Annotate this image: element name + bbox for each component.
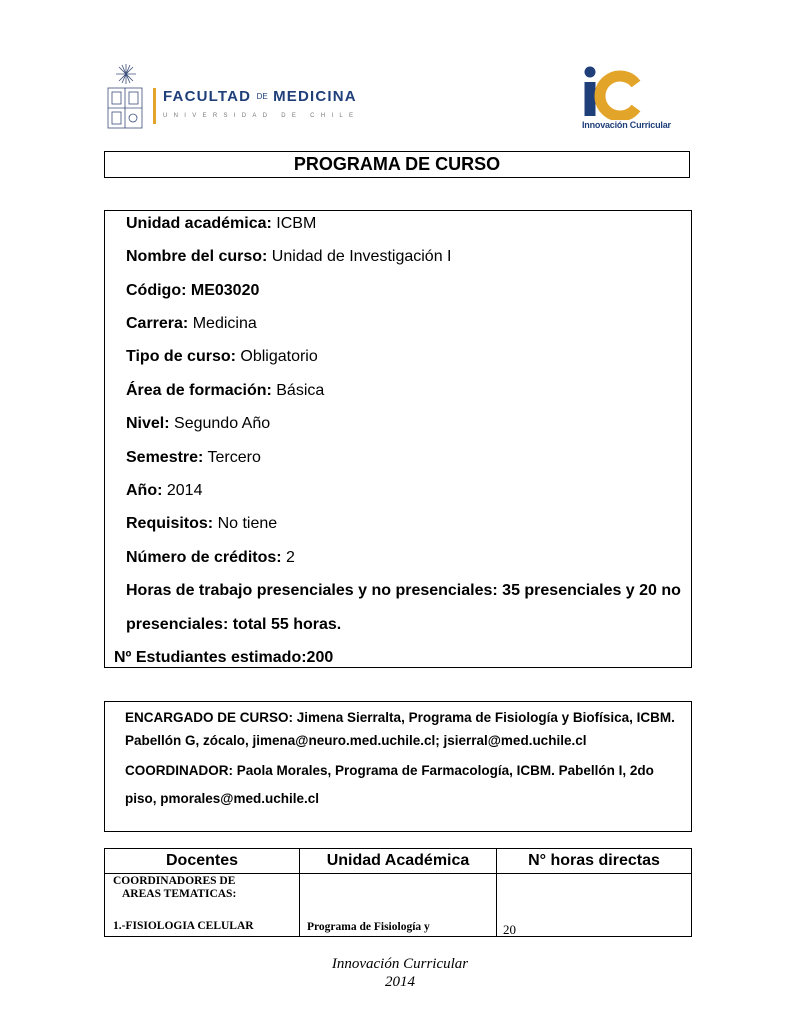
ic-logo-icon: [572, 60, 667, 120]
table-header-docentes: Docentes: [165, 852, 239, 869]
info-area-formacion: Área de formación: Básica: [126, 382, 325, 399]
info-tipo-curso: Tipo de curso: Obligatorio: [126, 348, 318, 365]
universidad-de-chile-label: UNIVERSIDAD DE CHILE: [163, 113, 360, 119]
info-nombre-curso: Nombre del curso: Unidad de Investigación I: [126, 248, 452, 265]
coordinador-line-2: piso, pmorales@med.uchile.cl: [125, 791, 319, 806]
footer-innovacion: Innovación Curricular: [331, 956, 469, 972]
info-creditos: Número de créditos: 2: [126, 549, 295, 566]
info-ano: Año: 2014: [126, 482, 203, 499]
encargado-box: [104, 701, 692, 832]
info-requisitos: Requisitos: No tiene: [126, 515, 278, 532]
info-estudiantes: Nº Estudiantes estimado:200: [114, 649, 334, 666]
table-cell-horas: 20: [503, 922, 516, 937]
info-unidad-academica: Unidad académica: ICBM: [126, 215, 317, 232]
table-cell-unidad: Programa de Fisiología y: [307, 921, 430, 933]
info-semestre: Semestre: Tercero: [126, 449, 261, 466]
table-header-divider: [105, 873, 691, 874]
logo-divider: [153, 88, 156, 124]
facultad-medicina-name: FACULTAD DE MEDICINA: [163, 88, 357, 105]
university-crest-icon: [105, 62, 147, 132]
docentes-table: [104, 848, 692, 937]
table-header-horas: N° horas directas: [528, 852, 660, 869]
innovacion-curricular-logo: [572, 60, 671, 135]
areas-tematicas-label: AREAS TEMATICAS:: [122, 888, 237, 900]
footer-year: 2014: [385, 974, 415, 990]
encargado-line-1: ENCARGADO DE CURSO: Jimena Sierralta, Programa de Fisiología y Biofísica, ICBM.: [125, 710, 675, 725]
info-nivel: Nivel: Segundo Año: [126, 415, 271, 432]
page-title: PROGRAMA DE CURSO: [104, 151, 690, 178]
info-codigo: Código: ME03020: [126, 282, 260, 299]
encargado-line-2: Pabellón G, zócalo, jimena@neuro.med.uchile.cl; jsierral@med.uchile.cl: [125, 733, 587, 748]
coordinadores-label: COORDINADORES DE: [113, 875, 236, 887]
course-info-box: [104, 210, 692, 668]
info-horas-line2: presenciales: total 55 horas.: [126, 616, 342, 633]
coordinador-line-1: COORDINADOR: Paola Morales, Programa de Farmacología, ICBM. Pabellón I, 2do: [125, 763, 654, 778]
innovacion-curricular-caption: Innovación Curricular: [582, 120, 671, 130]
info-carrera: Carrera: Medicina: [126, 315, 257, 332]
table-cell-area: 1.-FISIOLOGIA CELULAR: [113, 920, 254, 932]
facultad-medicina-logo: [105, 62, 360, 132]
info-horas-line1: Horas de trabajo presenciales y no presenciales: 35 presenciales y 20 no: [126, 582, 681, 599]
table-header-unidad: Unidad Académica: [326, 852, 470, 869]
